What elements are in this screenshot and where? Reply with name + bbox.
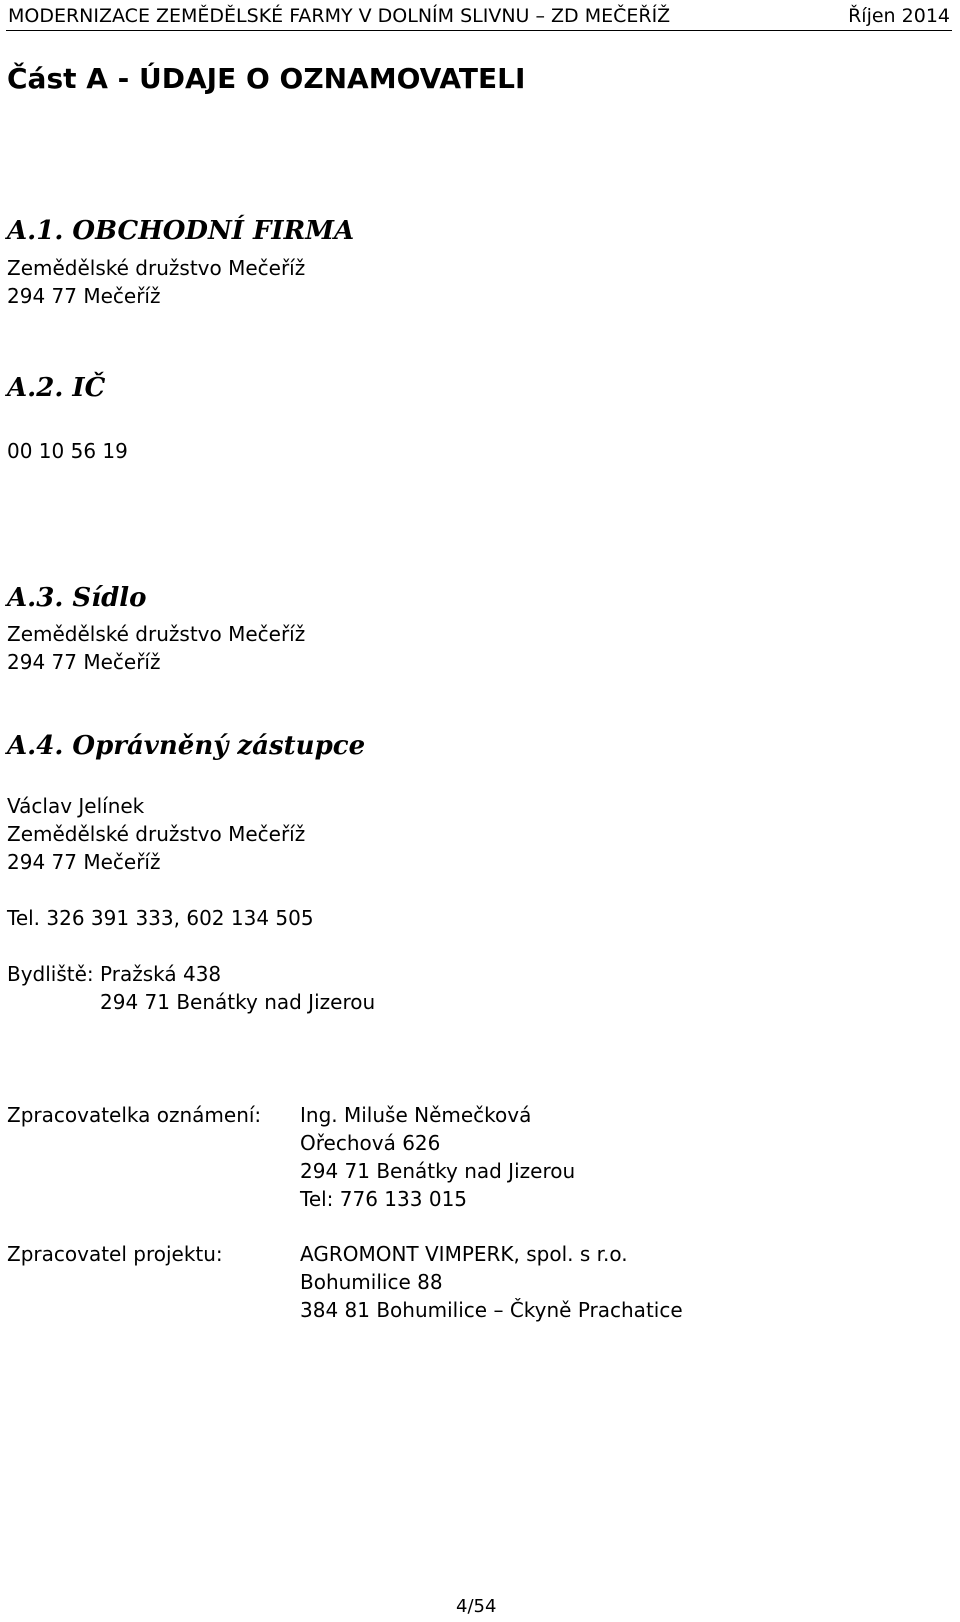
a4-residence-line-1: Bydliště: Pražská 438 (7, 962, 222, 986)
header-date: Říjen 2014 (848, 5, 950, 27)
a3-line-1: Zemědělské družstvo Mečeříž (7, 622, 306, 646)
a4-line-1: Václav Jelínek (7, 794, 145, 818)
processor-line-1: Ing. Miluše Němečková (300, 1103, 532, 1127)
processor-line-3: 294 71 Benátky nad Jizerou (300, 1159, 576, 1183)
section-a1-heading: A.1. OBCHODNÍ FIRMA (7, 216, 355, 246)
a4-telephone: Tel. 326 391 333, 602 134 505 (7, 906, 314, 930)
project-processor-line-1: AGROMONT VIMPERK, spol. s r.o. (300, 1242, 628, 1266)
a3-line-2: 294 77 Mečeříž (7, 650, 161, 674)
a4-line-2: Zemědělské družstvo Mečeříž (7, 822, 306, 846)
a2-value: 00 10 56 19 (7, 439, 128, 463)
section-a4-heading: A.4. Oprávněný zástupce (7, 731, 366, 761)
a1-line-1: Zemědělské družstvo Mečeříž (7, 256, 306, 280)
project-processor-label: Zpracovatel projektu: (7, 1242, 223, 1266)
processor-line-4: Tel: 776 133 015 (300, 1187, 468, 1211)
header-divider (6, 30, 952, 31)
page-number: 4/54 (456, 1596, 497, 1617)
a4-residence-line-2: 294 71 Benátky nad Jizerou (100, 990, 376, 1014)
a4-line-3: 294 77 Mečeříž (7, 850, 161, 874)
project-processor-line-3: 384 81 Bohumilice – Čkyně Prachatice (300, 1298, 683, 1322)
processor-line-2: Ořechová 626 (300, 1131, 441, 1155)
page-title: Část A - ÚDAJE O OZNAMOVATELI (7, 62, 526, 95)
project-processor-line-2: Bohumilice 88 (300, 1270, 443, 1294)
processor-label: Zpracovatelka oznámení: (7, 1103, 262, 1127)
section-a2-heading: A.2. IČ (7, 373, 106, 403)
header-title: MODERNIZACE ZEMĚDĚLSKÉ FARMY V DOLNÍM SLIVNU – ZD MEČEŘÍŽ (8, 5, 671, 27)
a1-line-2: 294 77 Mečeříž (7, 284, 161, 308)
section-a3-heading: A.3. Sídlo (7, 583, 147, 613)
